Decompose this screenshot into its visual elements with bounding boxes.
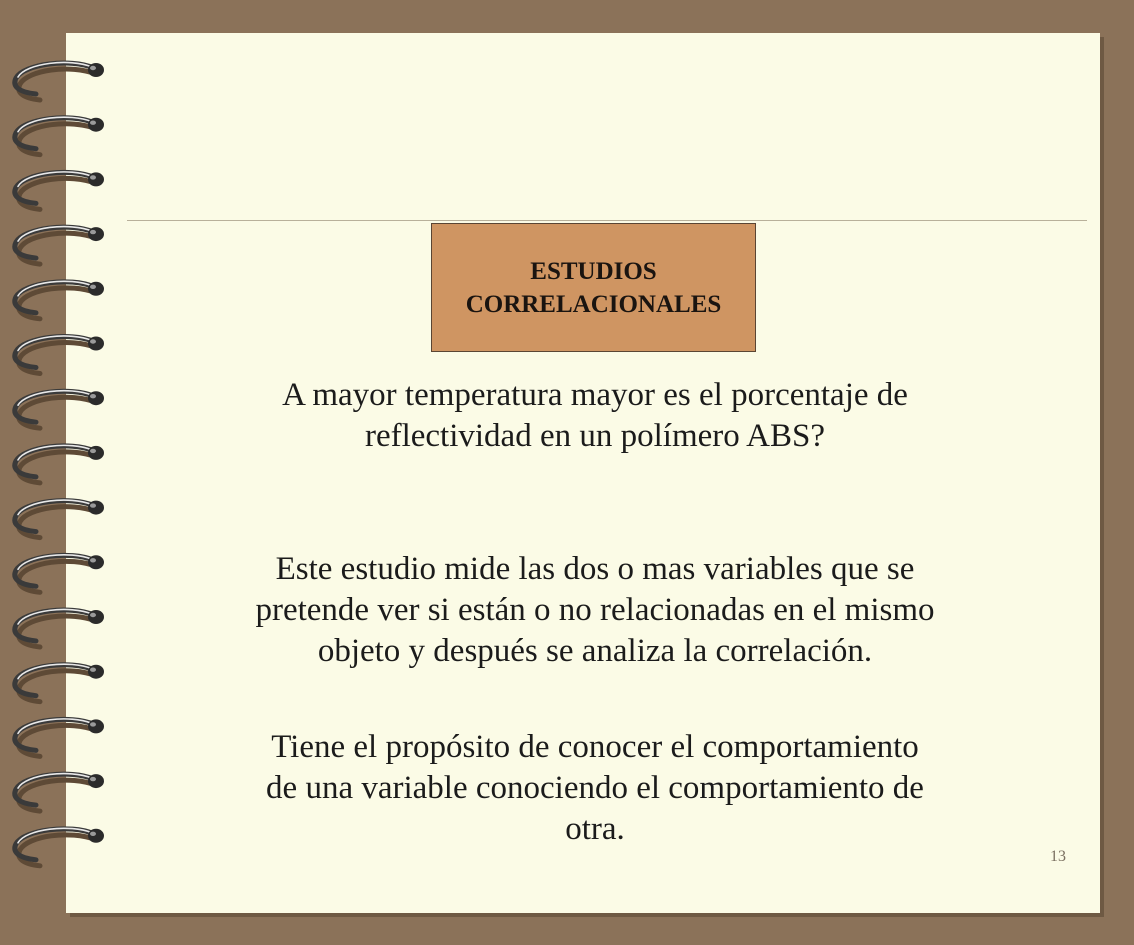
spiral-ring-icon [15,227,104,265]
purpose-line-1: Tiene el propósito de conocer el comportamiento [271,729,919,765]
spiral-ring-icon [15,500,104,538]
description-paragraph [180,549,1010,672]
spiral-ring-icon [15,445,104,483]
spiral-ring-icon [15,281,104,319]
header-rule [127,220,1087,221]
spiral-ring-icon [15,555,104,593]
purpose-line-2: de una variable conociendo el comportamiento de [266,770,924,806]
spiral-ring-icon [15,719,104,757]
spiral-ring-icon [15,172,104,210]
spiral-ring-icon [15,609,104,647]
purpose-line-3: otra. [565,811,625,847]
question-line-2: reflectividad en un polímero ABS? [364,418,826,454]
spiral-binding-icon [0,0,140,945]
spiral-ring-icon [15,117,104,155]
spiral-ring-icon [15,828,104,866]
slide-title-box [431,223,756,352]
purpose-paragraph [180,727,1010,850]
description-line-1: Este estudio mide las dos o mas variables que se [275,551,915,587]
description-line-2: pretende ver si están o no relacionadas en el mismo [255,592,935,628]
spiral-ring-icon [15,62,104,100]
question-paragraph [200,375,990,457]
question-line-1: A mayor temperatura mayor es el porcentaje de [282,377,908,413]
page-number: 13 [1050,848,1066,865]
title-line-1: ESTUDIOS [530,257,657,285]
description-line-3: objeto y después se analiza la correlación. [317,633,873,669]
spiral-ring-icon [15,336,104,374]
spiral-ring-icon [15,774,104,812]
title-line-2: CORRELACIONALES [465,290,722,318]
spiral-ring-icon [15,391,104,429]
spiral-ring-icon [15,664,104,702]
